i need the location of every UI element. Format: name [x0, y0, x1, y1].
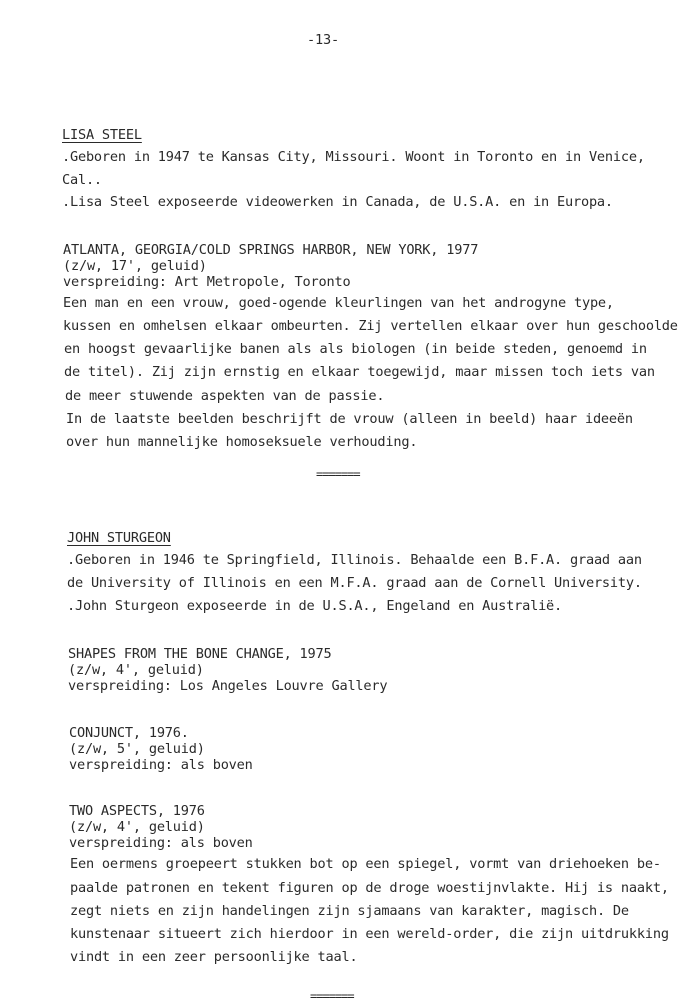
- description-line: over hun mannelijke homoseksuele verhouding.: [66, 434, 418, 450]
- work-meta: (z/w, 5', geluid): [69, 741, 205, 757]
- section-separator: =======: [310, 989, 354, 1003]
- bio-line: .Lisa Steel exposeerde videowerken in Canada, de U.S.A. en in Europa.: [62, 194, 613, 210]
- description-line: Een man en een vrouw, goed-ogende kleurlingen van het androgyne type,: [63, 295, 614, 311]
- description-line: vindt in een zeer persoonlijke taal.: [70, 949, 358, 965]
- description-line: kussen en omhelsen elkaar ombeurten. Zij vertellen elkaar over hun geschoolde: [63, 318, 678, 334]
- description-line: en hoogst gevaarlijke banen als als biologen (in beide steden, genoemd in: [64, 341, 647, 357]
- description-line: de meer stuwende aspekten van de passie.: [65, 388, 385, 404]
- work-meta: (z/w, 17', geluid): [63, 258, 207, 274]
- work-title: TWO ASPECTS, 1976: [69, 803, 205, 819]
- description-line: In de laatste beelden beschrijft de vrouw (alleen in beeld) haar ideeën: [66, 411, 633, 427]
- bio-line: .Geboren in 1946 te Springfield, Illinois. Behaalde een B.F.A. graad aan: [67, 552, 642, 568]
- work-meta: (z/w, 4', geluid): [69, 819, 205, 835]
- work-title: ATLANTA, GEORGIA/COLD SPRINGS HARBOR, NEW YORK, 1977: [63, 242, 479, 258]
- work-meta: verspreiding: als boven: [69, 757, 253, 773]
- work-title: CONJUNCT, 1976.: [69, 725, 189, 741]
- work-meta: verspreiding: als boven: [69, 835, 253, 851]
- work-meta: (z/w, 4', geluid): [68, 662, 204, 678]
- artist-name-john-sturgeon: JOHN STURGEON: [67, 530, 171, 546]
- work-title: SHAPES FROM THE BONE CHANGE, 1975: [68, 646, 332, 662]
- work-meta: verspreiding: Art Metropole, Toronto: [63, 274, 351, 290]
- artist-name-lisa-steel: LISA STEEL: [62, 127, 142, 143]
- bio-line: .John Sturgeon exposeerde in de U.S.A., Engeland en Australië.: [67, 598, 563, 614]
- description-line: zegt niets en zijn handelingen zijn sjamaans van karakter, magisch. De: [70, 903, 629, 919]
- section-separator: =======: [316, 467, 360, 481]
- bio-line: Cal..: [62, 172, 102, 188]
- page-number: -13-: [307, 32, 339, 48]
- bio-line: .Geboren in 1947 te Kansas City, Missouri. Woont in Toronto en in Venice,: [62, 149, 645, 165]
- description-line: paalde patronen en tekent figuren op de droge woestijnvlakte. Hij is naakt,: [70, 880, 669, 896]
- description-line: kunstenaar situeert zich hierdoor in een wereld-order, die zijn uitdrukking: [70, 926, 669, 942]
- description-line: Een oermens groepeert stukken bot op een spiegel, vormt van driehoeken be-: [70, 856, 661, 872]
- description-line: de titel). Zij zijn ernstig en elkaar toegewijd, maar missen toch iets van: [64, 364, 655, 380]
- bio-line: de University of Illinois en een M.F.A. graad aan de Cornell University.: [67, 575, 642, 591]
- work-meta: verspreiding: Los Angeles Louvre Gallery: [68, 678, 388, 694]
